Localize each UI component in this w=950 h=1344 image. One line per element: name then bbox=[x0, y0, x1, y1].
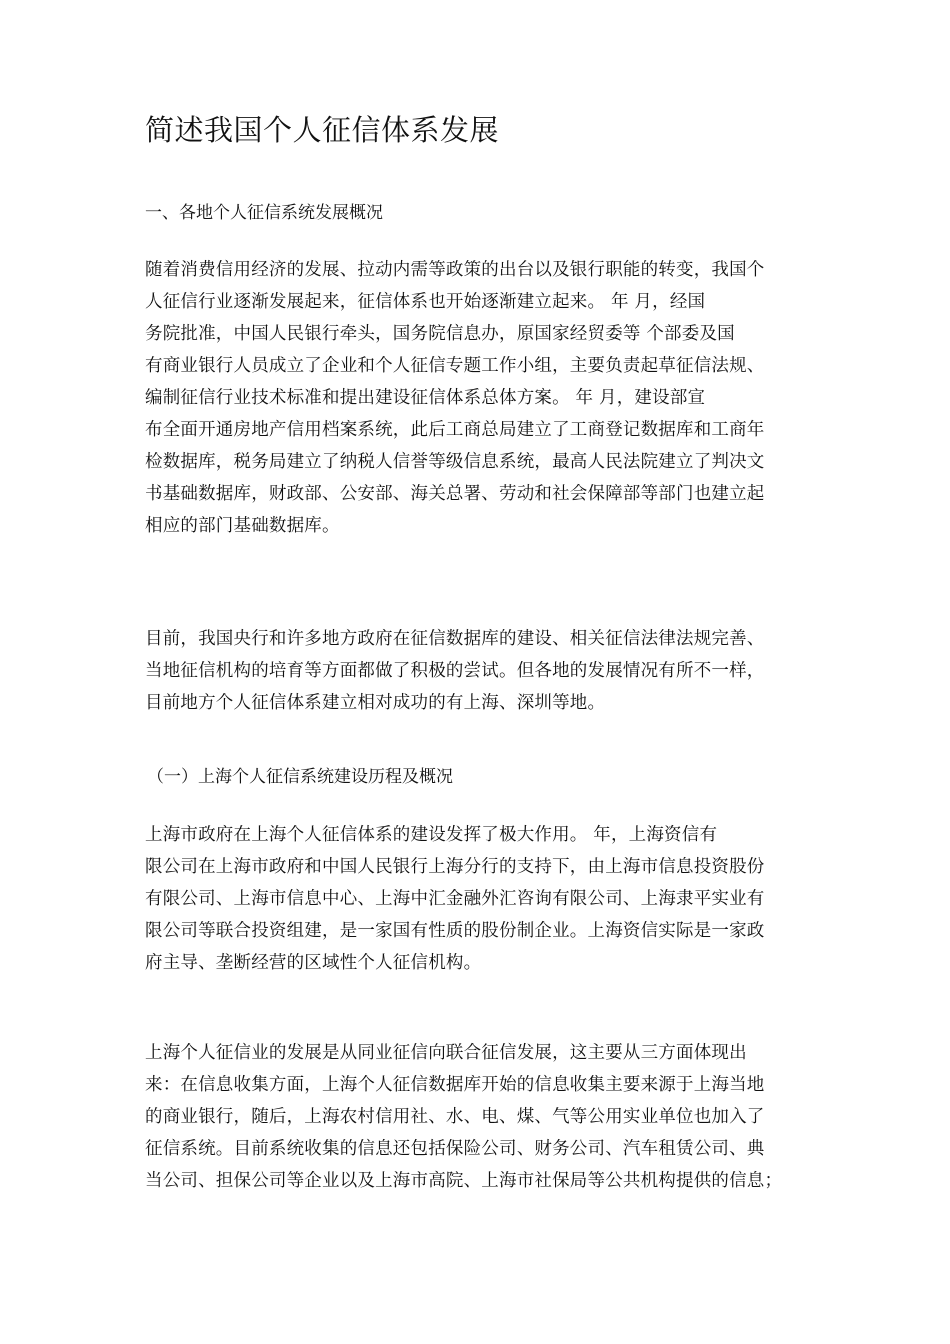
paragraph-line: 的商业银行，随后，上海农村信用社、水、电、煤、气等公用实业单位也加入了 bbox=[145, 1107, 765, 1127]
paragraph-3 bbox=[145, 819, 815, 979]
section-heading-1: 一、各地个人征信系统发展概况 bbox=[145, 203, 383, 223]
paragraph-4 bbox=[145, 1037, 815, 1197]
paragraph-2 bbox=[145, 623, 815, 719]
paragraph-line: 随着消费信用经济的发展、拉动内需等政策的出台以及银行职能的转变，我国个 bbox=[145, 260, 765, 280]
paragraph-line: 人征信行业逐渐发展起来，征信体系也开始逐渐建立起来。 年 月，经国 bbox=[145, 292, 706, 312]
paragraph-line: 务院批准，中国人民银行牵头，国务院信息办，原国家经贸委等 个部委及国 bbox=[145, 324, 735, 344]
paragraph-line: 当地征信机构的培育等方面都做了积极的尝试。但各地的发展情况有所不一样， bbox=[145, 661, 765, 681]
paragraph-line: 有限公司、上海市信息中心、上海中汇金融外汇咨询有限公司、上海隶平实业有 bbox=[145, 889, 765, 909]
page-title: 简述我国个人征信体系发展 bbox=[145, 113, 500, 147]
paragraph-line: 限公司等联合投资组建，是一家国有性质的股份制企业。上海资信实际是一家政 bbox=[145, 921, 765, 941]
paragraph-line: 检数据库，税务局建立了纳税人信誉等级信息系统，最高人民法院建立了判决文 bbox=[145, 452, 765, 472]
paragraph-line: 书基础数据库，财政部、公安部、海关总署、劳动和社会保障部等部门也建立起 bbox=[145, 484, 765, 504]
paragraph-line: 府主导、垄断经营的区域性个人征信机构。 bbox=[145, 953, 482, 973]
paragraph-line: 来：在信息收集方面，上海个人征信数据库开始的信息收集主要来源于上海当地 bbox=[145, 1075, 765, 1095]
paragraph-line: 目前，我国央行和许多地方政府在征信数据库的建设、相关征信法律法规完善、 bbox=[145, 629, 765, 649]
paragraph-line: 限公司在上海市政府和中国人民银行上海分行的支持下，由上海市信息投资股份 bbox=[145, 857, 765, 877]
paragraph-line: 相应的部门基础数据库。 bbox=[145, 516, 340, 536]
section-heading-2: （一）上海个人征信系统建设历程及概况 bbox=[147, 767, 453, 787]
paragraph-1 bbox=[145, 254, 815, 542]
paragraph-line: 有商业银行人员成立了企业和个人征信专题工作小组，主要负责起草征信法规、 bbox=[145, 356, 765, 376]
paragraph-line: 征信系统。目前系统收集的信息还包括保险公司、财务公司、汽车租赁公司、典 bbox=[145, 1139, 765, 1159]
paragraph-line: 上海个人征信业的发展是从同业征信向联合征信发展，这主要从三方面体现出 bbox=[145, 1043, 747, 1063]
paragraph-line: 布全面开通房地产信用档案系统，此后工商总局建立了工商登记数据库和工商年 bbox=[145, 420, 765, 440]
paragraph-line: 目前地方个人征信体系建立相对成功的有上海、深圳等地。 bbox=[145, 693, 606, 713]
paragraph-line: 当公司、担保公司等企业以及上海市高院、上海市社保局等公共机构提供的信息； bbox=[145, 1171, 783, 1191]
paragraph-line: 上海市政府在上海个人征信体系的建设发挥了极大作用。 年，上海资信有 bbox=[145, 825, 718, 845]
paragraph-line: 编制征信行业技术标准和提出建设征信体系总体方案。 年 月，建设部宣 bbox=[145, 388, 706, 408]
